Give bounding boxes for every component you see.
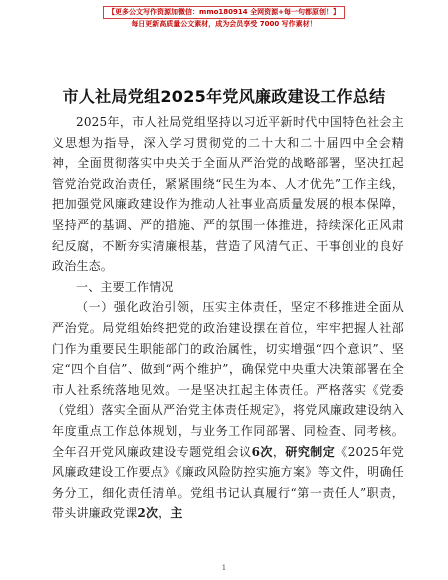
page-number: 1 bbox=[221, 564, 227, 572]
document-title: 市人社局党组2025年党风廉政建设工作总结 bbox=[62, 87, 386, 106]
paragraph-1-emphasis: 研究制定 bbox=[285, 444, 336, 459]
paragraph-1-part-g: ， bbox=[158, 506, 171, 521]
promo-banner bbox=[89, 6, 359, 30]
paragraph-1-part-e: 《2025年党风廉政建设工作要点》《廉政风险防控实施方案》等文件，明确任务分工，细化责任清单。党组书记认真履行“第一责任人”职责，带头讲廉政党课 bbox=[52, 444, 404, 521]
paragraph-1 bbox=[52, 297, 404, 524]
paragraph-1-count-meetings: 6次 bbox=[251, 444, 273, 459]
section-heading: 一、主要工作情况 bbox=[76, 279, 174, 294]
paragraph-1-part-a: （一）强化政治引领，压实主体责任，坚定不移推进全面从严治党。局党组始终把党的政治建设摆在首位，牢牢把握人社部门作为重要民生职能部门的政治属性，切实增强“四个意识”、坚定“四个自信”、做到“两个维护”，确保党中央重大决策部署在全市人社系统落地见效。一是坚决扛起主体责任。严格落实《党委（党组）落实全面从严治党主体责任规定》，将党风廉政建设纳入年度重点工作总体规划，与业务工作同部署、同检查、同考核。全年召开党风廉政建设专题党组会议 bbox=[52, 300, 404, 459]
document-body bbox=[52, 112, 404, 524]
paragraph-1-part-c: ， bbox=[272, 444, 286, 459]
promo-banner-line2: 每日更新高质量公文素材，成为会员享受 7000 写作素材！ bbox=[131, 20, 317, 28]
paragraph-1-part-h: 主 bbox=[170, 506, 183, 521]
paragraph-1-count-lectures: 2次 bbox=[137, 506, 159, 521]
promo-banner-line1: 【更多公文写作资源加微信：mmo180914 全网资源+每一句都原创！】 bbox=[103, 6, 345, 19]
intro-paragraph: 2025年，市人社局党组坚持以习近平新时代中国特色社会主义思想为指导，深入学习贯彻党的二十大和二十届四中全会精神，全面贯彻落实中央关于全面从严治党的战略部署，坚决扛起管党治党政治责任，紧紧围绕“民生为本、人才优先”工作主线，把加强党风廉政建设作为推动人社事业高质量发展的根本保障，坚持严的基调、严的措施、严的氛围一体推进，持续深化正风肃纪反腐，不断夯实清廉根基，营造了风清气正、干事创业的良好政治生态。 bbox=[52, 115, 404, 274]
